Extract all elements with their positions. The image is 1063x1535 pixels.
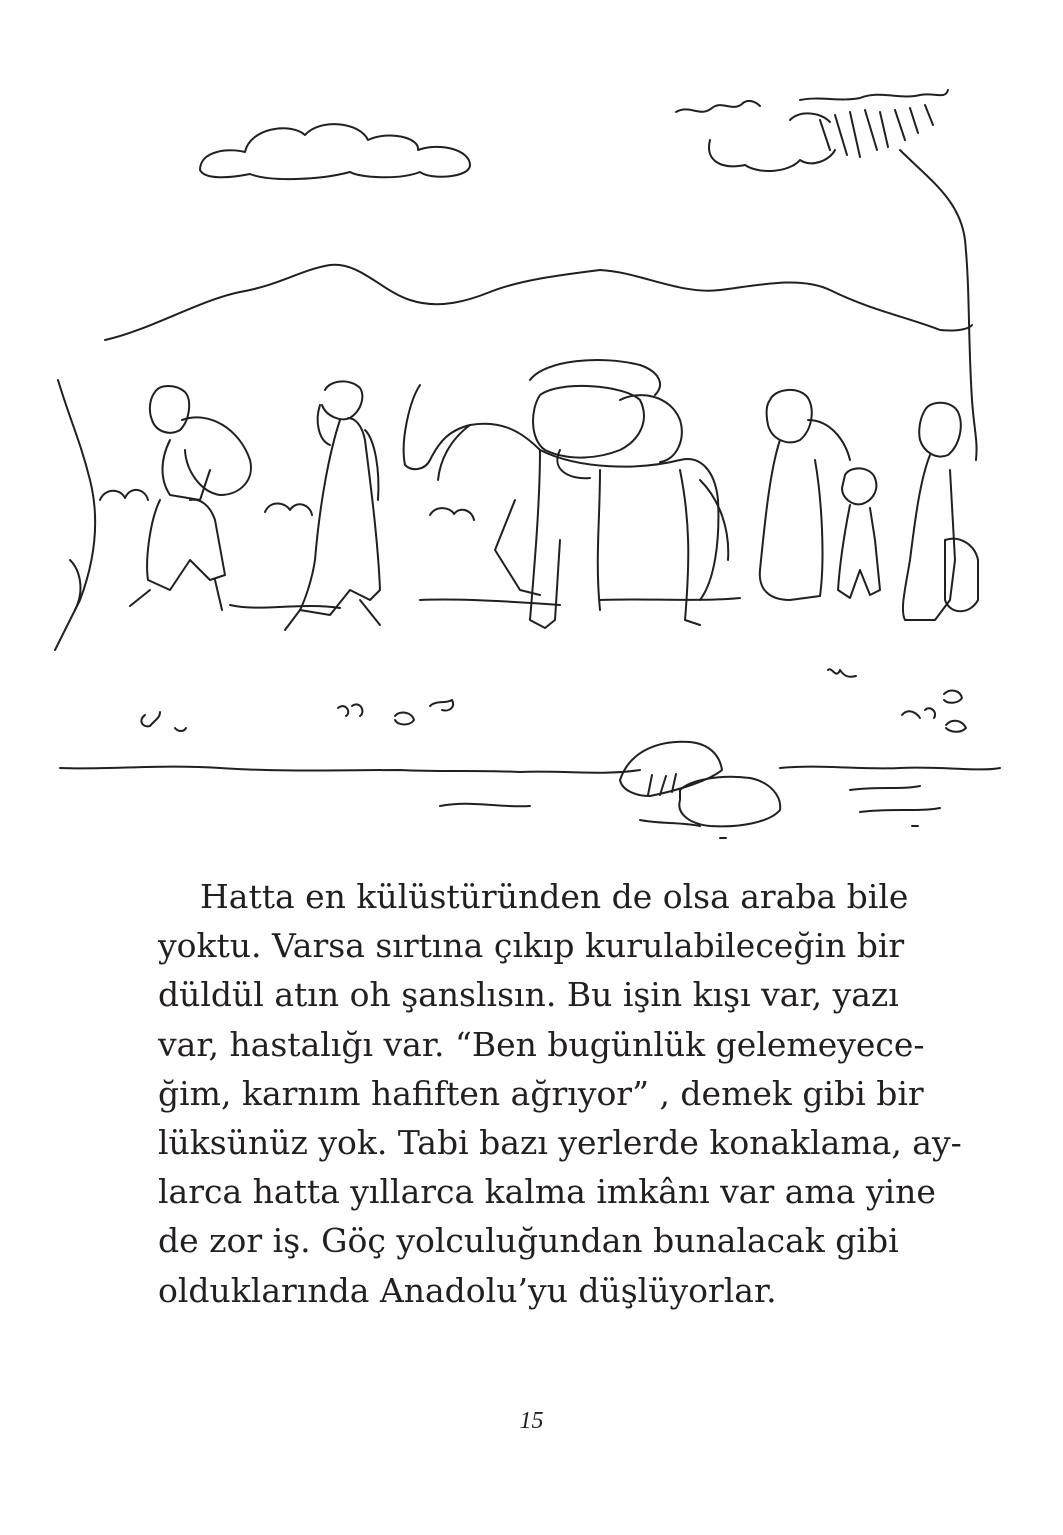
paragraph-line: lüksünüz yok. Tabi bazı yerlerde konaklama, ay- — [158, 1123, 962, 1163]
paragraph-line: Hatta en külüstüründen de olsa araba bile — [200, 877, 909, 916]
woman-right — [903, 403, 978, 620]
paragraph-line: olduklarında Anadolu’yu düşlüyorlar. — [158, 1270, 777, 1310]
walking-man — [285, 381, 380, 630]
cloud-left — [200, 124, 470, 179]
tree-foliage — [800, 90, 948, 100]
shrub-left — [100, 490, 148, 500]
mountains — [105, 265, 972, 340]
tree-trunk — [900, 150, 977, 460]
rock-left — [620, 742, 722, 796]
cloud-right — [676, 101, 760, 112]
page-number: 15 — [519, 1408, 544, 1434]
story-paragraph — [158, 872, 962, 1315]
paragraph-line: de zor iş. Göç yolculuğundan bunalacak gibi — [158, 1221, 899, 1261]
woman-left — [760, 390, 850, 600]
paragraph-line: var, hastalığı var. “Ben bugünlük gelemeyece- — [158, 1024, 925, 1064]
paragraph-line: düldül atın oh şanslısın. Bu işin kışı var, yazı — [158, 975, 899, 1015]
paragraph-line: larca hatta yıllarca kalma imkânı var ama yine — [158, 1172, 936, 1212]
saddle-bags — [530, 360, 682, 478]
child — [838, 468, 880, 598]
paragraph-line: ğim, karnım hafiften ağrıyor” , demek gibi bir — [158, 1073, 924, 1113]
river-bank — [60, 767, 640, 773]
paragraph-line: yoktu. Varsa sırtına çıkıp kurulabileceğin bir — [158, 926, 905, 966]
